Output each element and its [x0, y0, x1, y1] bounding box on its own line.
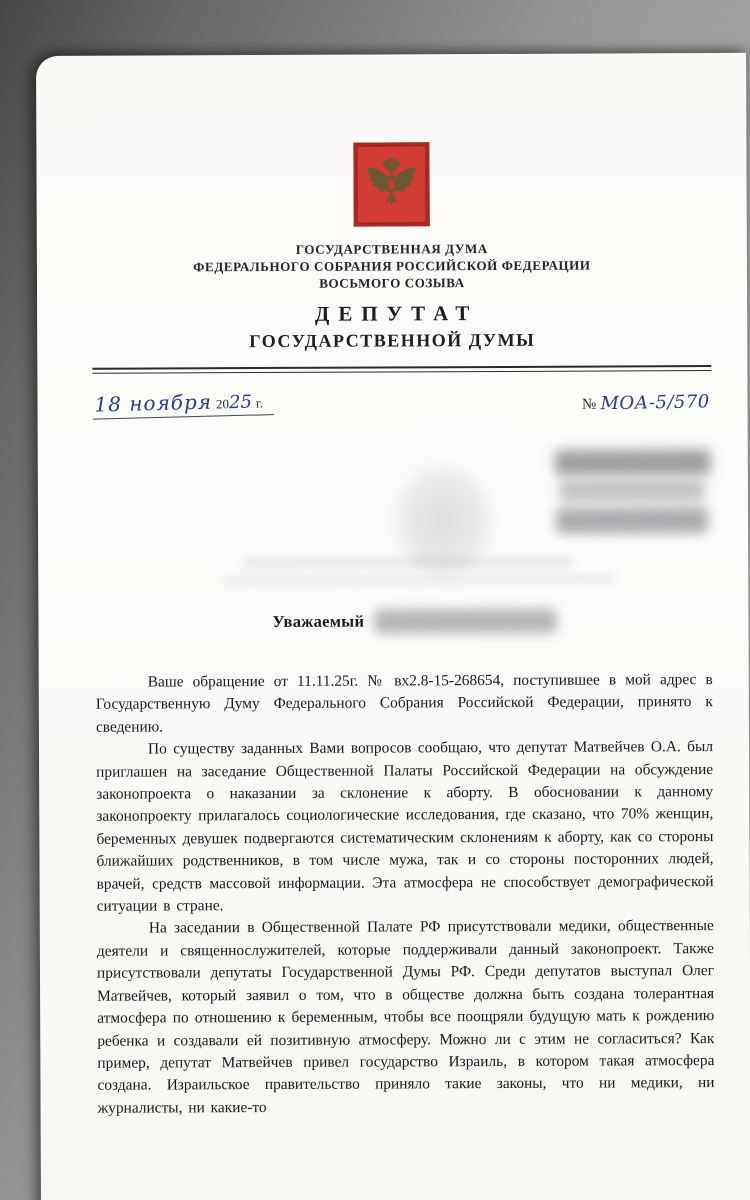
salutation — [272, 605, 710, 637]
outgoing-number-field — [582, 392, 710, 416]
org-name-line1: ГОСУДАРСТВЕННАЯ ДУМА — [295, 241, 488, 257]
role-title-line1: ДЕПУТАТ — [314, 301, 479, 326]
document-page — [36, 53, 750, 1200]
paragraph-1: Ваше обращение от 11.11.25г. № вх2.8-15-268654, поступившее в мой адрес в Государственную Думу Федерального Собрания Российской Федерации, принято к сведению. — [95, 671, 713, 736]
letter-body — [96, 669, 715, 1120]
redacted-address-line-2 — [559, 479, 705, 502]
handwritten-date: 18 ноября — [94, 389, 213, 417]
org-name-line2: ФЕДЕРАЛЬНОГО СОБРАНИЯ РОССИЙСКОЙ ФЕДЕРАЦИИ — [193, 257, 591, 275]
printed-year-suffix: г. — [255, 395, 264, 411]
redacted-address-line-3 — [556, 507, 708, 534]
double-headed-eagle-icon — [362, 152, 420, 216]
show-through-text-ghost-2 — [223, 573, 613, 586]
handwritten-number: МОА-5/570 — [600, 391, 710, 415]
handwritten-year: 25 — [228, 391, 253, 414]
paragraph-2: По существу заданных Вами вопросов сообщаю, что депутат Матвейчев О.А. был приглашен на заседание Общественной Палаты Российской Федерации на обсуждение законопроекта о наказании за склонение к аборту. В обосновании к данному законопроекту прилагалось социологические исследования, где сказано, что 70% женщин, беременных девушек подвергаются систематическим склонениям к аборту, как со стороны ближайших родственников, в том числе мужа, так и со стороны посторонних людей, врачей, средств массовой информации. Эта атмосфера не способствует демографической ситуации в стране. — [96, 738, 714, 915]
salutation-prefix: Уважаемый — [272, 611, 365, 631]
org-name-line3: ВОСЬМОГО СОЗЫВА — [319, 275, 465, 291]
show-through-text-ghost-1 — [243, 556, 573, 569]
role-title-line2: ГОСУДАРСТВЕННОЙ ДУМЫ — [249, 329, 536, 352]
letterhead — [37, 239, 747, 356]
emblem-container — [36, 53, 747, 228]
redacted-address-line-1 — [555, 449, 711, 476]
russian-coat-of-arms-icon — [353, 142, 429, 226]
dateline — [92, 381, 709, 418]
addressee-zone — [93, 415, 711, 604]
number-sign: № — [581, 396, 597, 413]
date-field — [92, 388, 273, 420]
letterhead-divider — [92, 365, 711, 374]
printed-century: 20 — [215, 396, 230, 412]
paragraph-3: На заседании в Общественной Палате РФ присутствовали медики, общественные деятели и священнослужителей, которые поддерживали данный законопроект. Также присутствовали депутаты Государственной Думы РФ. Среди депутатов выступал Олег Матвейчев, который заявил о том, что в обществе должна быть создана толерантная атмосфера по отношению к беременным, чтобы все поощряли будущую мать к рождению ребенка и создавали ей позитивную атмосферу. Можно ли с этим не согласиться? Как пример, депутат Матвейчев привел государство Израиль, в котором такая атмосфера создана. Израильское правительство приняло такие законы, что ни медики, ни журналисты, ни какие-то — [96, 917, 715, 1117]
redacted-addressee-name — [374, 609, 556, 634]
